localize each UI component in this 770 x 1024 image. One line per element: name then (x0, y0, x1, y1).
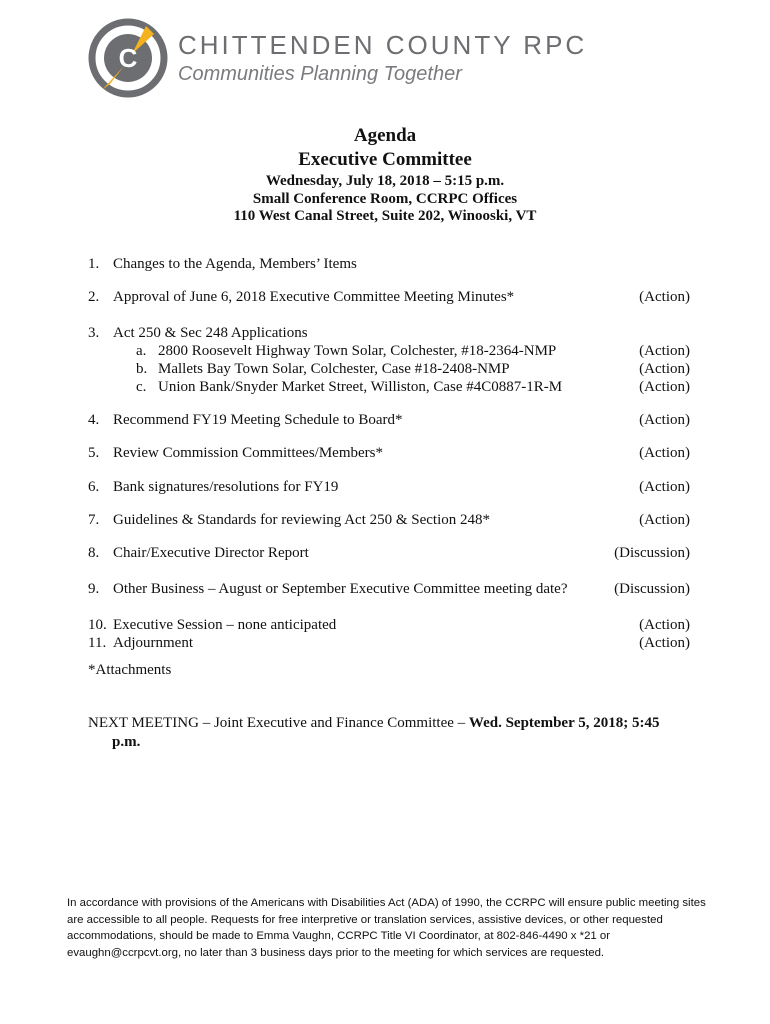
next-meeting-lead: NEXT MEETING – Joint Executive and Finance Committee – (88, 715, 469, 731)
attachments-note: *Attachments (88, 662, 172, 678)
org-tagline: Communities Planning Together (178, 63, 462, 85)
item-action: (Discussion) (614, 581, 690, 597)
item-text: Act 250 & Sec 248 Applications (113, 325, 308, 341)
item-text: Approval of June 6, 2018 Executive Committee Meeting Minutes* (113, 289, 515, 305)
subitem-text: 2800 Roosevelt Highway Town Solar, Colchester, #18-2364-NMP (158, 343, 557, 359)
item-text: Other Business – August or September Executive Committee meeting date? (113, 581, 568, 597)
item-number: 6. (88, 479, 100, 495)
item-action: (Action) (639, 512, 690, 528)
item-number: 8. (88, 545, 100, 561)
item-action: (Action) (639, 617, 690, 633)
next-meeting-time: p.m. (112, 734, 141, 750)
committee-title: Executive Committee (298, 149, 472, 170)
item-number: 5. (88, 445, 100, 461)
item-number: 3. (88, 325, 100, 341)
item-text: Guidelines & Standards for reviewing Act 250 & Section 248* (113, 512, 491, 528)
subitem-letter: b. (136, 361, 148, 377)
item-number: 1. (88, 256, 100, 272)
item-action: (Discussion) (614, 545, 690, 561)
ccrpc-logo (88, 18, 168, 98)
compass-logo-icon (88, 18, 168, 98)
subitem-letter: c. (136, 379, 147, 395)
item-text: Chair/Executive Director Report (113, 545, 309, 561)
item-action: (Action) (639, 445, 690, 461)
item-number: 11. (88, 635, 107, 651)
item-number: 2. (88, 289, 100, 305)
item-action: (Action) (639, 635, 690, 651)
meeting-room: Small Conference Room, CCRPC Offices (252, 191, 518, 207)
subitem-action: (Action) (639, 361, 690, 377)
item-text: Adjournment (113, 635, 193, 651)
meeting-date: Wednesday, July 18, 2018 – 5:15 p.m. (265, 173, 505, 189)
subitem-letter: a. (136, 343, 147, 359)
item-text: Changes to the Agenda, Members’ Items (113, 256, 357, 272)
subitem-text: Mallets Bay Town Solar, Colchester, Case #18-2408-NMP (158, 361, 510, 377)
subitem-action: (Action) (639, 379, 690, 395)
svg-text:C: C (118, 43, 138, 73)
item-action: (Action) (639, 412, 690, 428)
item-action: (Action) (639, 289, 690, 305)
item-text: Executive Session – none anticipated (113, 617, 337, 633)
next-meeting (88, 714, 688, 752)
item-number: 9. (88, 581, 100, 597)
subitem-text: Union Bank/Snyder Market Street, Williston, Case #4C0887-1R-M (158, 379, 563, 395)
item-number: 7. (88, 512, 100, 528)
item-text: Review Commission Committees/Members* (113, 445, 383, 461)
item-number: 4. (88, 412, 100, 428)
org-name: CHITTENDEN COUNTY RPC (178, 30, 588, 60)
next-meeting-date: Wed. September 5, 2018; 5:45 (468, 715, 660, 731)
item-number: 10. (88, 617, 107, 633)
item-text: Recommend FY19 Meeting Schedule to Board* (113, 412, 403, 428)
agenda-title: Agenda (353, 125, 417, 146)
item-text: Bank signatures/resolutions for FY19 (113, 479, 339, 495)
item-action: (Action) (639, 479, 690, 495)
meeting-address: 110 West Canal Street, Suite 202, Winooski, VT (233, 208, 537, 224)
subitem-action: (Action) (639, 343, 690, 359)
ada-notice: In accordance with provisions of the Americans with Disabilities Act (ADA) of 1990, the CCRPC will ensure public meeting sites are accessible to all people. Requests for free interpretive or translation services, assistive devices, or other requested accommodations, should be made to Emma Vaughn, CCRPC Title VI Coordinator, at 802-846-4490 x *21 or evaughn@ccrpcvt.org, no later than 3 business days prior to the meeting for which services are requested. (67, 897, 706, 959)
